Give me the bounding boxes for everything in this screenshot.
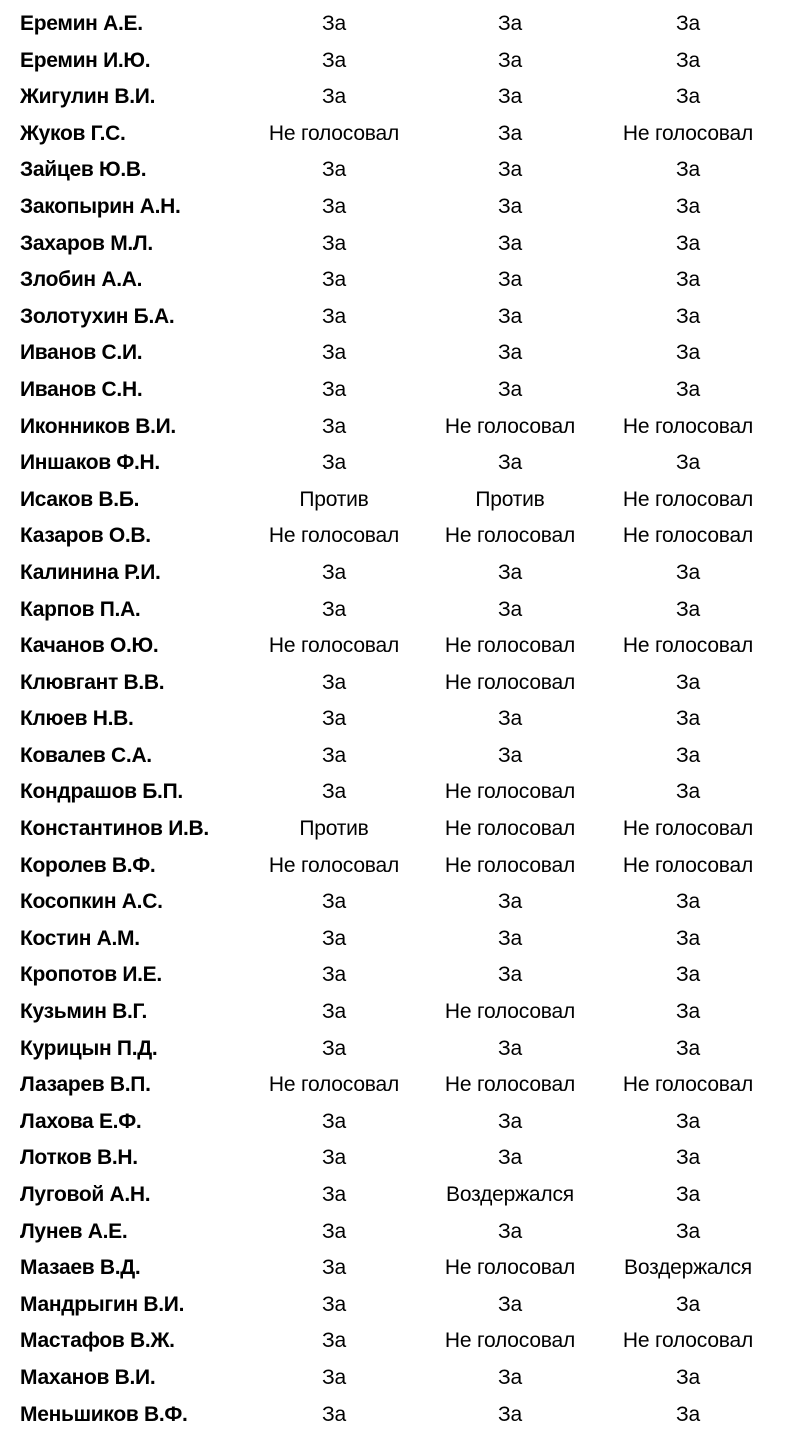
vote-cell-2: За: [498, 341, 522, 365]
vote-cell-2: За: [498, 451, 522, 475]
vote-cell-2: За: [498, 1365, 522, 1389]
table-row: [0, 335, 790, 372]
vote-cell-3: Не голосовал: [622, 634, 754, 658]
vote-cell-2: За: [498, 158, 522, 182]
deputy-name: Злобин А.А.: [20, 268, 143, 292]
vote-cell-1: За: [322, 304, 346, 328]
vote-cell-3: За: [676, 780, 700, 804]
vote-cell-1: За: [322, 890, 346, 914]
vote-cell-2: За: [498, 1036, 522, 1060]
vote-cell-2: За: [498, 1109, 522, 1133]
deputy-name: Кропотов И.Е.: [20, 963, 162, 987]
vote-cell-1: За: [322, 1292, 346, 1316]
vote-cell-3: За: [676, 597, 700, 621]
deputy-name: Иванов С.Н.: [20, 377, 143, 401]
deputy-name: Лотков В.Н.: [20, 1146, 138, 1170]
vote-cell-1: За: [322, 1402, 346, 1426]
deputy-name: Золотухин Б.А.: [20, 304, 175, 328]
table-row: [0, 299, 790, 336]
table-row: [0, 6, 790, 43]
deputy-name: Зайцев Ю.В.: [20, 158, 147, 182]
deputy-name: Ковалев С.А.: [20, 743, 152, 767]
deputy-name: Калинина Р.И.: [20, 560, 161, 584]
table-row: [0, 1214, 790, 1251]
table-row: [0, 409, 790, 446]
table-row: [0, 152, 790, 189]
vote-cell-1: За: [322, 194, 346, 218]
vote-cell-1: За: [322, 48, 346, 72]
vote-cell-1: За: [322, 12, 346, 35]
vote-cell-3: За: [676, 1109, 700, 1133]
vote-cell-2: За: [498, 304, 522, 328]
vote-cell-3: За: [676, 1036, 700, 1060]
deputy-name: Лахова Е.Ф.: [20, 1109, 142, 1133]
vote-cell-1: За: [322, 1183, 346, 1206]
vote-cell-2: За: [498, 121, 522, 145]
vote-cell-3: За: [676, 890, 700, 914]
vote-cell-2: Не голосовал: [444, 1256, 576, 1280]
table-row: [0, 848, 790, 885]
vote-cell-2: Не голосовал: [444, 780, 576, 804]
vote-cell-1: Не голосовал: [268, 1073, 400, 1097]
deputy-name: Кондрашов Б.П.: [20, 780, 183, 804]
table-row: [0, 1104, 790, 1141]
deputy-name: Луговой А.Н.: [20, 1183, 151, 1206]
table-row: [0, 884, 790, 921]
vote-cell-1: За: [322, 670, 346, 694]
vote-cell-3: За: [676, 231, 700, 255]
deputy-name: Карпов П.А.: [20, 597, 141, 621]
deputy-name: Лазарев В.П.: [20, 1073, 151, 1097]
table-row: [0, 43, 790, 80]
vote-cell-3: Не голосовал: [622, 817, 754, 841]
deputy-name: Мастафов В.Ж.: [20, 1329, 175, 1353]
table-row: [0, 592, 790, 629]
table-row: [0, 701, 790, 738]
vote-cell-3: За: [676, 560, 700, 584]
vote-cell-2: Против: [475, 487, 545, 511]
vote-cell-1: За: [322, 597, 346, 621]
vote-cell-3: За: [676, 963, 700, 987]
vote-cell-1: За: [322, 707, 346, 731]
vote-cell-2: Не голосовал: [444, 414, 576, 438]
vote-cell-1: Не голосовал: [268, 121, 400, 145]
vote-cell-3: За: [676, 1146, 700, 1170]
table-row: [0, 1177, 790, 1214]
vote-cell-3: За: [676, 707, 700, 731]
vote-cell-1: За: [322, 341, 346, 365]
vote-cell-2: Не голосовал: [444, 853, 576, 877]
vote-cell-1: За: [322, 377, 346, 401]
vote-cell-3: За: [676, 12, 700, 35]
vote-cell-2: Не голосовал: [444, 1000, 576, 1024]
table-row: [0, 1323, 790, 1360]
table-row: [0, 628, 790, 665]
table-row: [0, 1250, 790, 1287]
vote-cell-1: За: [322, 451, 346, 475]
vote-cell-3: За: [676, 1292, 700, 1316]
table-row: [0, 1287, 790, 1324]
vote-cell-1: За: [322, 268, 346, 292]
vote-cell-1: За: [322, 1109, 346, 1133]
vote-cell-3: За: [676, 1219, 700, 1243]
vote-cell-3: За: [676, 1000, 700, 1024]
vote-cell-2: За: [498, 707, 522, 731]
table-row: [0, 445, 790, 482]
vote-cell-3: За: [676, 1402, 700, 1426]
vote-cell-1: За: [322, 1256, 346, 1280]
vote-cell-2: Не голосовал: [444, 670, 576, 694]
table-row: [0, 1031, 790, 1068]
table-row: [0, 1360, 790, 1397]
deputy-name: Захаров М.Л.: [20, 231, 153, 255]
vote-cell-3: За: [676, 48, 700, 72]
vote-cell-2: Не голосовал: [444, 1329, 576, 1353]
vote-cell-3: Не голосовал: [622, 853, 754, 877]
vote-cell-3: Не голосовал: [622, 121, 754, 145]
vote-cell-1: За: [322, 85, 346, 109]
vote-cell-3: Не голосовал: [622, 414, 754, 438]
vote-cell-2: За: [498, 963, 522, 987]
table-row: [0, 921, 790, 958]
table-row: [0, 1397, 790, 1434]
table-row: [0, 518, 790, 555]
vote-cell-2: За: [498, 743, 522, 767]
vote-cell-1: За: [322, 1000, 346, 1024]
vote-cell-3: За: [676, 743, 700, 767]
vote-cell-2: Не голосовал: [444, 1073, 576, 1097]
deputy-name: Иконников В.И.: [20, 414, 176, 438]
table-row: [0, 738, 790, 775]
deputy-name: Еремин И.Ю.: [20, 48, 151, 72]
deputy-name: Казаров О.В.: [20, 524, 151, 548]
vote-cell-3: Воздержался: [624, 1256, 752, 1280]
vote-cell-3: За: [676, 194, 700, 218]
table-row: [0, 262, 790, 299]
vote-cell-1: Не голосовал: [268, 524, 400, 548]
vote-cell-3: За: [676, 85, 700, 109]
vote-cell-2: За: [498, 48, 522, 72]
vote-cell-3: Не голосовал: [622, 1073, 754, 1097]
vote-cell-1: За: [322, 1036, 346, 1060]
vote-cell-3: За: [676, 451, 700, 475]
vote-cell-2: Не голосовал: [444, 634, 576, 658]
deputy-name: Жуков Г.С.: [20, 121, 126, 145]
vote-cell-1: За: [322, 1365, 346, 1389]
vote-cell-1: За: [322, 1146, 346, 1170]
vote-cell-2: За: [498, 231, 522, 255]
vote-cell-2: За: [498, 1219, 522, 1243]
table-row: [0, 994, 790, 1031]
vote-cell-2: За: [498, 890, 522, 914]
deputy-name: Кузьмин В.Г.: [20, 1000, 148, 1024]
vote-cell-2: За: [498, 926, 522, 950]
deputy-name: Иванов С.И.: [20, 341, 143, 365]
deputy-name: Клювгант В.В.: [20, 670, 165, 694]
vote-cell-1: За: [322, 414, 346, 438]
table-row: [0, 482, 790, 519]
vote-cell-2: За: [498, 12, 522, 35]
deputy-name: Закопырин А.Н.: [20, 194, 181, 218]
vote-cell-3: За: [676, 1365, 700, 1389]
deputy-name: Косопкин А.С.: [20, 890, 163, 914]
vote-cell-2: За: [498, 377, 522, 401]
vote-cell-1: За: [322, 963, 346, 987]
vote-cell-3: За: [676, 304, 700, 328]
deputy-name: Меньшиков В.Ф.: [20, 1402, 188, 1426]
table-row: [0, 811, 790, 848]
vote-cell-3: За: [676, 670, 700, 694]
vote-cell-2: За: [498, 597, 522, 621]
deputy-name: Исаков В.Б.: [20, 487, 140, 511]
vote-cell-1: Не голосовал: [268, 853, 400, 877]
vote-cell-1: За: [322, 560, 346, 584]
vote-cell-2: За: [498, 85, 522, 109]
vote-cell-1: За: [322, 780, 346, 804]
vote-cell-1: За: [322, 1329, 346, 1353]
vote-cell-3: За: [676, 158, 700, 182]
deputy-name: Королев В.Ф.: [20, 853, 156, 877]
deputy-name: Мандрыгин В.И.: [20, 1292, 185, 1316]
vote-cell-2: За: [498, 1146, 522, 1170]
voting-results-table: [0, 6, 790, 1433]
deputy-name: Маханов В.И.: [20, 1365, 156, 1389]
vote-cell-2: Не голосовал: [444, 817, 576, 841]
vote-cell-3: За: [676, 341, 700, 365]
deputy-name: Мазаев В.Д.: [20, 1256, 141, 1280]
deputy-name: Жигулин В.И.: [20, 85, 156, 109]
deputy-name: Лунев А.Е.: [20, 1219, 128, 1243]
vote-cell-2: За: [498, 1402, 522, 1426]
deputy-name: Клюев Н.В.: [20, 707, 134, 731]
vote-cell-1: Против: [299, 817, 369, 841]
table-row: [0, 1067, 790, 1104]
table-row: [0, 665, 790, 702]
table-row: [0, 116, 790, 153]
vote-cell-2: Не голосовал: [444, 524, 576, 548]
vote-cell-3: Не голосовал: [622, 487, 754, 511]
deputy-name: Костин А.М.: [20, 926, 140, 950]
vote-cell-1: За: [322, 1219, 346, 1243]
vote-cell-3: За: [676, 1183, 700, 1206]
table-row: [0, 79, 790, 116]
deputy-name: Константинов И.В.: [20, 817, 209, 841]
table-row: [0, 189, 790, 226]
vote-cell-3: Не голосовал: [622, 524, 754, 548]
table-row: [0, 774, 790, 811]
vote-cell-3: Не голосовал: [622, 1329, 754, 1353]
vote-cell-1: За: [322, 231, 346, 255]
table-row: [0, 555, 790, 592]
vote-cell-2: Воздержался: [446, 1183, 574, 1206]
vote-cell-3: За: [676, 926, 700, 950]
vote-cell-1: Против: [299, 487, 369, 511]
vote-cell-1: За: [322, 743, 346, 767]
vote-cell-3: За: [676, 268, 700, 292]
vote-cell-2: За: [498, 194, 522, 218]
vote-cell-1: За: [322, 158, 346, 182]
vote-cell-2: За: [498, 268, 522, 292]
deputy-name: Качанов О.Ю.: [20, 634, 159, 658]
table-row: [0, 372, 790, 409]
deputy-name: Курицын П.Д.: [20, 1036, 158, 1060]
vote-cell-1: Не голосовал: [268, 634, 400, 658]
table-row: [0, 1140, 790, 1177]
vote-cell-2: За: [498, 1292, 522, 1316]
vote-cell-1: За: [322, 926, 346, 950]
vote-cell-3: За: [676, 377, 700, 401]
deputy-name: Еремин А.Е.: [20, 12, 143, 35]
table-row: [0, 957, 790, 994]
table-row: [0, 226, 790, 263]
vote-cell-2: За: [498, 560, 522, 584]
deputy-name: Иншаков Ф.Н.: [20, 451, 160, 475]
